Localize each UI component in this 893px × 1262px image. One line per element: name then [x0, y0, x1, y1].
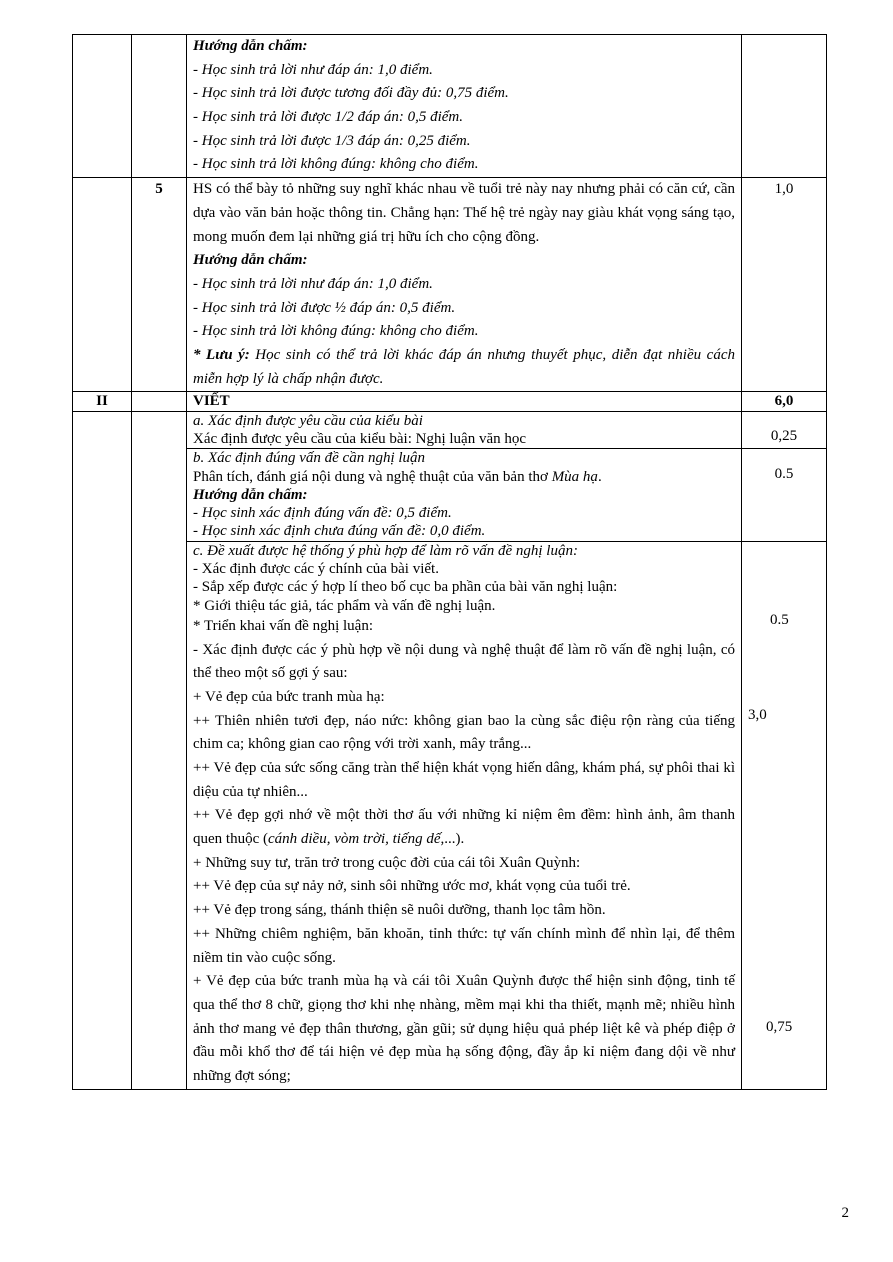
q5-note-label: * Lưu ý:	[193, 346, 250, 363]
part-c-line: - Sắp xếp được các ý hợp lí theo bố cục ba phần của bài văn nghị luận:	[193, 579, 618, 596]
part-b-heading: b. Xác định đúng vấn đề cần nghị luận	[193, 450, 426, 467]
part-c-art: + Vẻ đẹp của bức tranh mùa hạ và cái tôi Xuân Quỳnh được thể hiện sinh động, tinh tế qua thể thơ 8 chữ, giọng thơ khi nhẹ nhàng, mềm mại khi tha thiết, mạnh mẽ; nhiều hình ảnh thơ mang vẻ đẹp thân thương, gần gũi; sử dụng hiệu quả phép liệt kê và phép điệp ở đầu mỗi khổ thơ để tái hiện vẻ đẹp mùa hạ sống động, đầy ắp kỉ niệm đang dội về như những đợt sóng;	[193, 973, 735, 1084]
part-b-guide-line: - Học sinh xác định chưa đúng vấn đề: 0,0 điểm.	[193, 523, 486, 540]
row-part-c	[73, 541, 827, 1089]
q4-guide-line: - Học sinh trả lời được 1/2 đáp án: 0,5 điểm.	[193, 109, 463, 126]
q5-score: 1,0	[742, 178, 827, 392]
part-c-line: ++ Thiên nhiên tươi đẹp, náo nức: không gian bao la cùng sắc điệu rộn ràng của tiếng chim ca; không gian cao rộng với trời xanh, mây trắng...	[193, 712, 735, 753]
row-q4-guide	[73, 35, 827, 178]
part-c-memory: ++ Vẻ đẹp gợi nhớ về một thời thơ ấu với những kỉ niệm êm đềm: hình ảnh, âm thanh quen thuộc (cánh diều, vòm trời, tiếng dế,...).	[193, 807, 735, 848]
part-c-line: - Xác định được các ý chính của bài viết.	[193, 560, 439, 577]
row-part-a	[73, 411, 827, 449]
row-q5	[73, 178, 827, 392]
part-b-score: 0.5	[742, 449, 827, 541]
row-part-b	[73, 449, 827, 541]
q4-guide-line: - Học sinh trả lời không đúng: không cho điểm.	[193, 156, 479, 173]
q4-guide-line: - Học sinh trả lời được 1/3 đáp án: 0,25 điểm.	[193, 132, 471, 149]
part-c-line: ++ Những chiêm nghiệm, băn khoăn, tỉnh thức: tự vấn chính mình để nhìn lại, để thêm niềm tin vào cuộc sống.	[193, 925, 735, 966]
part-a-heading: a. Xác định được yêu cầu của kiểu bài	[193, 412, 423, 429]
part-c-line: ++ Vẻ đẹp trong sáng, thánh thiện sẽ nuôi dưỡng, thanh lọc tâm hồn.	[193, 902, 606, 919]
part-b-text: Phân tích, đánh giá nội dung và nghệ thuật của văn bản thơ Mùa hạ.	[193, 468, 602, 485]
q4-guide-line: - Học sinh trả lời như đáp án: 1,0 điểm.	[193, 61, 433, 78]
question-number: 5	[132, 178, 187, 392]
q4-guide-title: Hướng dẫn chấm:	[193, 38, 308, 54]
q5-answer: HS có thể bày tỏ những suy nghĩ khác nhau về tuổi trẻ này nay nhưng phải có căn cứ, cần dựa vào văn bản hoặc thông tin. Chẳng hạn: Thế hệ trẻ ngày nay giàu khát vọng sáng tạo, mong muốn đem lại những giá trị hữu ích cho cộng đồng.	[193, 181, 735, 245]
part-b-guide-line: - Học sinh xác định đúng vấn đề: 0,5 điểm.	[193, 505, 452, 522]
part-c-score-cell	[742, 541, 827, 1089]
page-number: 2	[841, 1205, 849, 1221]
part-b-guide-title: Hướng dẫn chấm:	[193, 486, 308, 503]
section-title: VIẾT	[187, 392, 742, 411]
part-c-line: * Triển khai vấn đề nghị luận:	[193, 617, 373, 634]
part-c-score-intro: 0.5	[770, 611, 789, 628]
q5-note	[193, 344, 735, 391]
part-c-score-total: 3,0	[748, 706, 767, 723]
q5-guide-line: - Học sinh trả lời không đúng: không cho điểm.	[193, 323, 479, 340]
part-c-line: + Vẻ đẹp của bức tranh mùa hạ:	[193, 688, 385, 705]
section-score: 6,0	[742, 392, 827, 411]
part-c-score-art: 0,75	[766, 1018, 793, 1035]
q5-note-text: Học sinh có thể trả lời khác đáp án nhưng thuyết phục, diễn đạt nhiều cách miễn hợp lý là chấp nhận được.	[193, 346, 735, 387]
part-c-heading: c. Đề xuất được hệ thống ý phù hợp để làm rõ vấn đề nghị luận:	[193, 542, 578, 559]
q5-guide-line: - Học sinh trả lời được ½ đáp án: 0,5 điểm.	[193, 299, 456, 316]
grading-table	[72, 34, 827, 1090]
q5-guide-title: Hướng dẫn chấm:	[193, 252, 308, 269]
part-c-line: ++ Vẻ đẹp của sức sống căng tràn thể hiện khát vọng hiến dâng, khám phá, sự phôi thai kì diệu của tự nhiên...	[193, 760, 735, 800]
part-c-line: ++ Vẻ đẹp của sự nảy nở, sinh sôi những ước mơ, khát vọng của tuổi trẻ.	[193, 878, 631, 895]
part-a-score: 0,25	[742, 411, 827, 449]
q5-guide-line: - Học sinh trả lời như đáp án: 1,0 điểm.	[193, 275, 433, 292]
part-c-line: * Giới thiệu tác giả, tác phẩm và vấn đề nghị luận.	[193, 597, 496, 614]
q4-guide-line: - Học sinh trả lời được tương đối đầy đủ: 0,75 điểm.	[193, 85, 509, 102]
row-section-2	[73, 392, 827, 411]
part-c-line: - Xác định được các ý phù hợp về nội dung và nghệ thuật để làm rõ vấn đề nghị luận, có thể theo một số gợi ý sau:	[193, 641, 735, 682]
section-roman: II	[73, 392, 132, 411]
part-c-line: + Những suy tư, trăn trở trong cuộc đời của cái tôi Xuân Quỳnh:	[193, 854, 581, 871]
part-a-text: Xác định được yêu cầu của kiểu bài: Nghị luận văn học	[193, 430, 527, 447]
